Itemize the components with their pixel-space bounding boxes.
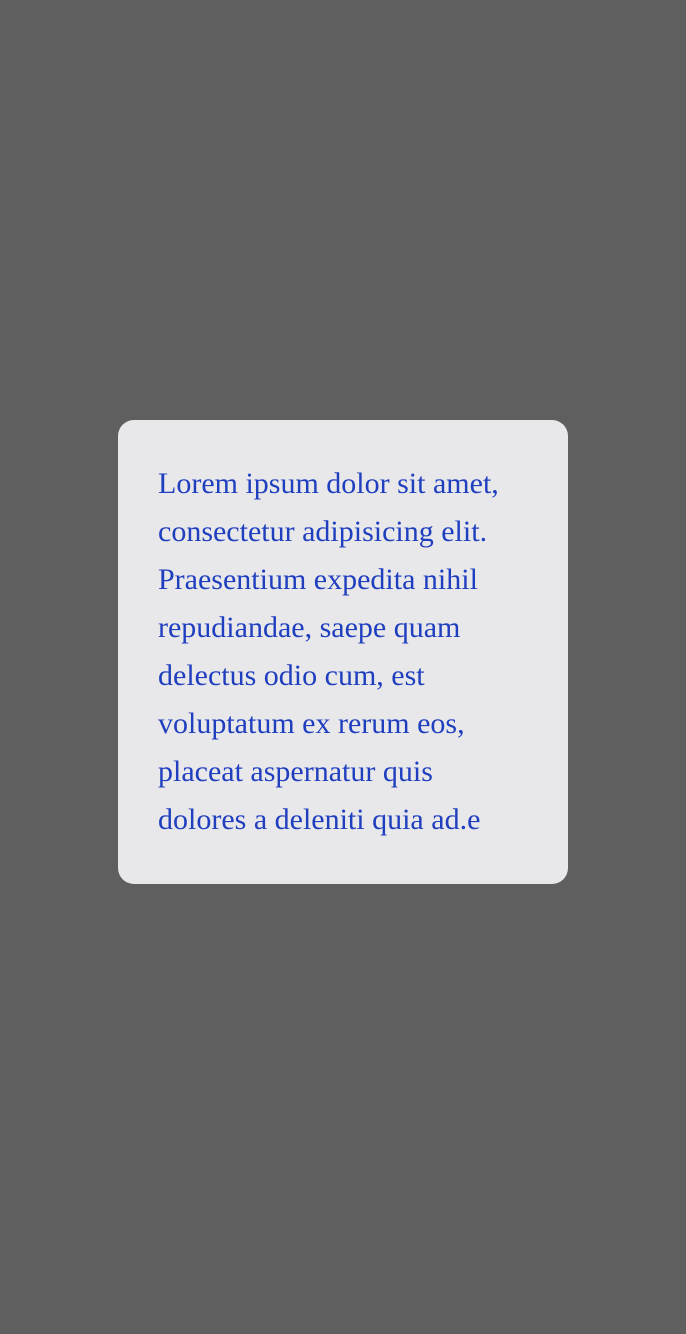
message-dialog xyxy=(118,420,568,884)
dialog-message: Lorem ipsum dolor sit amet, consectetur adipisicing elit. Praesentium expedita nihil repudiandae, saepe quam delectus odio cum, est voluptatum ex rerum eos, placeat aspernatur quis dolores a deleniti quia ad.e xyxy=(158,467,499,836)
